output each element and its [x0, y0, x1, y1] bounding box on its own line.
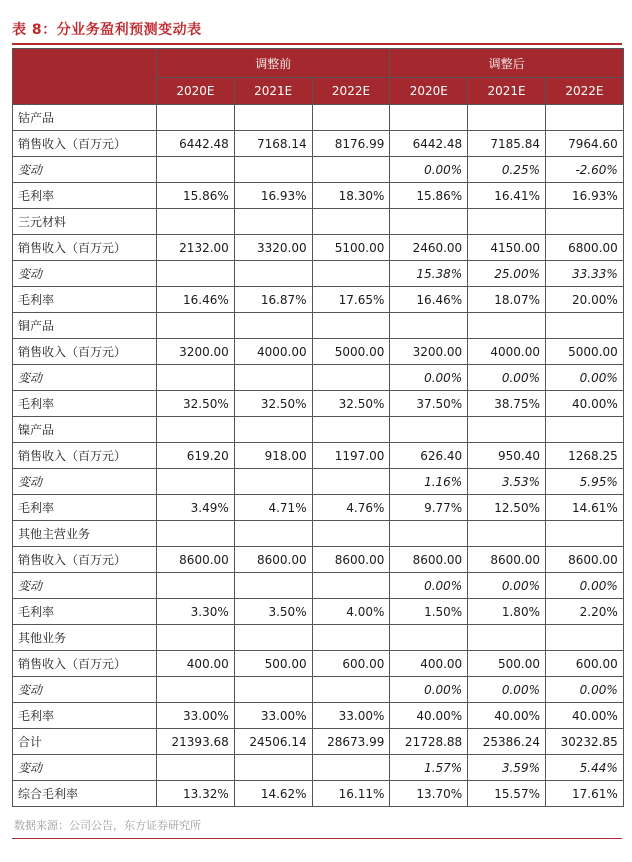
table-cell	[312, 105, 390, 131]
table-row	[13, 521, 624, 547]
table-cell	[390, 625, 468, 651]
table-cell: 21728.88	[390, 729, 468, 755]
table-cell: 40.00%	[545, 703, 623, 729]
forecast-change-table	[12, 48, 624, 807]
table-cell	[157, 755, 235, 781]
table-row	[13, 599, 624, 625]
table-cell: 38.75%	[468, 391, 546, 417]
table-cell	[157, 157, 235, 183]
table-cell: 1.50%	[390, 599, 468, 625]
row-label: 销售收入（百万元）	[13, 131, 157, 157]
table-cell	[234, 417, 312, 443]
table-cell: 15.86%	[157, 183, 235, 209]
table-cell	[545, 417, 623, 443]
table-row	[13, 105, 624, 131]
table-cell: 16.41%	[468, 183, 546, 209]
table-cell	[157, 261, 235, 287]
table-cell: 1268.25	[545, 443, 623, 469]
row-label: 变动	[13, 261, 157, 287]
row-label: 其他业务	[13, 625, 157, 651]
table-cell: 28673.99	[312, 729, 390, 755]
table-cell: 8600.00	[312, 547, 390, 573]
header-year: 2021E	[468, 78, 546, 105]
table-cell	[157, 365, 235, 391]
title-divider	[12, 43, 622, 45]
table-cell: 2.20%	[545, 599, 623, 625]
row-label: 销售收入（百万元）	[13, 443, 157, 469]
table-cell: 3200.00	[390, 339, 468, 365]
table-cell	[234, 755, 312, 781]
row-label: 销售收入（百万元）	[13, 547, 157, 573]
table-cell	[234, 573, 312, 599]
table-cell: 15.86%	[390, 183, 468, 209]
table-cell	[312, 677, 390, 703]
table-cell	[312, 573, 390, 599]
table-cell: 918.00	[234, 443, 312, 469]
table-cell: 16.87%	[234, 287, 312, 313]
table-cell: 0.00%	[390, 573, 468, 599]
table-cell: 8600.00	[390, 547, 468, 573]
table-cell	[157, 469, 235, 495]
table-cell: 0.00%	[545, 365, 623, 391]
table-cell: 8176.99	[312, 131, 390, 157]
table-cell: 40.00%	[390, 703, 468, 729]
table-cell	[157, 573, 235, 599]
table-cell: 1.57%	[390, 755, 468, 781]
table-cell: 7168.14	[234, 131, 312, 157]
table-cell: 4000.00	[234, 339, 312, 365]
table-cell: 0.00%	[390, 157, 468, 183]
header-year: 2020E	[157, 78, 235, 105]
table-row	[13, 625, 624, 651]
table-cell: 16.93%	[234, 183, 312, 209]
table-cell: 5000.00	[545, 339, 623, 365]
table-cell: 0.00%	[468, 677, 546, 703]
row-label: 变动	[13, 755, 157, 781]
table-title: 表 8：分业务盈利预测变动表	[12, 22, 202, 38]
table-cell: 8600.00	[468, 547, 546, 573]
table-cell: 4000.00	[468, 339, 546, 365]
table-cell: 16.46%	[157, 287, 235, 313]
table-row	[13, 703, 624, 729]
table-cell: 33.00%	[157, 703, 235, 729]
table-row	[13, 573, 624, 599]
table-cell: 17.65%	[312, 287, 390, 313]
table-cell	[234, 677, 312, 703]
table-cell: 37.50%	[390, 391, 468, 417]
table-cell: 8600.00	[545, 547, 623, 573]
table-cell: 25386.24	[468, 729, 546, 755]
data-source-note: 数据来源：公司公告，东方证券研究所	[14, 819, 201, 832]
table-cell: 32.50%	[234, 391, 312, 417]
table-cell: 30232.85	[545, 729, 623, 755]
table-cell	[312, 261, 390, 287]
table-row	[13, 339, 624, 365]
table-cell: 0.00%	[468, 573, 546, 599]
table-cell	[312, 625, 390, 651]
table-row	[13, 755, 624, 781]
row-label: 变动	[13, 365, 157, 391]
table-cell: 0.00%	[390, 365, 468, 391]
table-cell: 619.20	[157, 443, 235, 469]
row-label: 毛利率	[13, 391, 157, 417]
table-cell	[234, 313, 312, 339]
table-cell	[390, 313, 468, 339]
table-row	[13, 313, 624, 339]
table-cell: 20.00%	[545, 287, 623, 313]
table-cell: 6800.00	[545, 235, 623, 261]
table-cell: 16.93%	[545, 183, 623, 209]
table-cell	[390, 209, 468, 235]
table-cell: 33.00%	[234, 703, 312, 729]
header-year: 2021E	[234, 78, 312, 105]
table-cell: 3.30%	[157, 599, 235, 625]
table-cell: 5.95%	[545, 469, 623, 495]
header-group-after: 调整后	[390, 49, 623, 78]
table-cell	[157, 677, 235, 703]
table-cell: 0.25%	[468, 157, 546, 183]
table-cell	[234, 209, 312, 235]
table-cell: 2460.00	[390, 235, 468, 261]
table-row	[13, 183, 624, 209]
table-cell: 0.00%	[390, 677, 468, 703]
row-label: 变动	[13, 469, 157, 495]
row-label: 铜产品	[13, 313, 157, 339]
table-cell: 6442.48	[390, 131, 468, 157]
table-cell	[234, 105, 312, 131]
table-cell	[312, 469, 390, 495]
table-cell: 16.11%	[312, 781, 390, 807]
table-cell: 33.00%	[312, 703, 390, 729]
table-cell: 4.76%	[312, 495, 390, 521]
table-body	[13, 105, 624, 807]
table-cell	[312, 417, 390, 443]
table-cell	[234, 469, 312, 495]
table-cell: 13.32%	[157, 781, 235, 807]
table-cell: 5000.00	[312, 339, 390, 365]
row-label: 综合毛利率	[13, 781, 157, 807]
table-cell: 7964.60	[545, 131, 623, 157]
header-year: 2022E	[312, 78, 390, 105]
row-label: 毛利率	[13, 599, 157, 625]
table-cell	[157, 209, 235, 235]
table-cell: 5100.00	[312, 235, 390, 261]
table-cell: 25.00%	[468, 261, 546, 287]
table-cell	[157, 625, 235, 651]
table-row	[13, 287, 624, 313]
table-row	[13, 365, 624, 391]
header-group-row	[13, 49, 624, 78]
table-row	[13, 417, 624, 443]
table-cell	[390, 105, 468, 131]
table-cell: 500.00	[234, 651, 312, 677]
table-cell: -2.60%	[545, 157, 623, 183]
table-cell: 626.40	[390, 443, 468, 469]
table-row	[13, 235, 624, 261]
table-cell	[234, 261, 312, 287]
header-year: 2020E	[390, 78, 468, 105]
table-cell	[545, 313, 623, 339]
table-cell: 6442.48	[157, 131, 235, 157]
table-cell: 33.33%	[545, 261, 623, 287]
row-label: 镍产品	[13, 417, 157, 443]
table-cell: 3.59%	[468, 755, 546, 781]
table-cell	[312, 157, 390, 183]
table-cell: 3.53%	[468, 469, 546, 495]
table-cell: 4.00%	[312, 599, 390, 625]
header-group-before: 调整前	[157, 49, 390, 78]
table-cell: 24506.14	[234, 729, 312, 755]
table-cell: 18.07%	[468, 287, 546, 313]
table-row	[13, 209, 624, 235]
table-cell	[468, 625, 546, 651]
table-row	[13, 677, 624, 703]
row-label: 合计	[13, 729, 157, 755]
table-cell: 15.57%	[468, 781, 546, 807]
table-row	[13, 651, 624, 677]
table-cell: 14.61%	[545, 495, 623, 521]
header-year: 2022E	[545, 78, 623, 105]
table-cell: 17.61%	[545, 781, 623, 807]
table-cell: 14.62%	[234, 781, 312, 807]
table-cell: 4.71%	[234, 495, 312, 521]
table-header	[13, 49, 624, 105]
table-cell	[390, 417, 468, 443]
table-cell: 500.00	[468, 651, 546, 677]
table-cell	[157, 105, 235, 131]
table-cell	[312, 521, 390, 547]
row-label: 钴产品	[13, 105, 157, 131]
row-label: 其他主营业务	[13, 521, 157, 547]
row-label: 销售收入（百万元）	[13, 235, 157, 261]
row-label: 三元材料	[13, 209, 157, 235]
table-cell: 21393.68	[157, 729, 235, 755]
table-cell	[468, 417, 546, 443]
table-cell: 400.00	[157, 651, 235, 677]
table-row	[13, 729, 624, 755]
table-cell: 1.16%	[390, 469, 468, 495]
table-cell	[390, 521, 468, 547]
table-row	[13, 131, 624, 157]
table-cell	[468, 105, 546, 131]
table-cell: 18.30%	[312, 183, 390, 209]
table-cell: 600.00	[545, 651, 623, 677]
header-corner-cell	[13, 49, 157, 105]
table-cell: 400.00	[390, 651, 468, 677]
table-cell	[545, 521, 623, 547]
table-cell: 0.00%	[468, 365, 546, 391]
table-cell: 2132.00	[157, 235, 235, 261]
table-row	[13, 469, 624, 495]
table-cell	[545, 209, 623, 235]
table-cell: 3.50%	[234, 599, 312, 625]
table-cell	[157, 521, 235, 547]
table-cell: 0.00%	[545, 573, 623, 599]
table-cell	[545, 105, 623, 131]
table-cell: 4150.00	[468, 235, 546, 261]
row-label: 毛利率	[13, 287, 157, 313]
table-cell: 0.00%	[545, 677, 623, 703]
table-cell: 8600.00	[234, 547, 312, 573]
table-row	[13, 781, 624, 807]
table-row	[13, 391, 624, 417]
table-cell: 15.38%	[390, 261, 468, 287]
row-label: 销售收入（百万元）	[13, 339, 157, 365]
table-cell	[468, 209, 546, 235]
table-cell	[157, 417, 235, 443]
row-label: 变动	[13, 677, 157, 703]
row-label: 变动	[13, 573, 157, 599]
table-cell: 950.40	[468, 443, 546, 469]
table-cell: 32.50%	[157, 391, 235, 417]
table-cell	[234, 365, 312, 391]
table-cell: 7185.84	[468, 131, 546, 157]
table-cell: 8600.00	[157, 547, 235, 573]
table-cell	[157, 313, 235, 339]
table-cell	[545, 625, 623, 651]
table-cell: 1.80%	[468, 599, 546, 625]
table-cell	[234, 157, 312, 183]
row-label: 变动	[13, 157, 157, 183]
table-cell: 12.50%	[468, 495, 546, 521]
table-cell: 40.00%	[468, 703, 546, 729]
table-cell	[234, 625, 312, 651]
table-row	[13, 261, 624, 287]
table-cell: 5.44%	[545, 755, 623, 781]
table-cell	[468, 313, 546, 339]
table-cell	[312, 755, 390, 781]
table-cell	[312, 313, 390, 339]
table-row	[13, 157, 624, 183]
table-cell: 13.70%	[390, 781, 468, 807]
row-label: 毛利率	[13, 703, 157, 729]
table-cell: 600.00	[312, 651, 390, 677]
table-cell	[468, 521, 546, 547]
table-cell	[312, 209, 390, 235]
bottom-divider	[12, 838, 622, 839]
row-label: 毛利率	[13, 495, 157, 521]
table-row	[13, 443, 624, 469]
table-cell: 1197.00	[312, 443, 390, 469]
table-cell: 3320.00	[234, 235, 312, 261]
table-cell: 3.49%	[157, 495, 235, 521]
table-cell	[234, 521, 312, 547]
row-label: 销售收入（百万元）	[13, 651, 157, 677]
table-cell: 16.46%	[390, 287, 468, 313]
table-cell: 40.00%	[545, 391, 623, 417]
row-label: 毛利率	[13, 183, 157, 209]
table-cell: 9.77%	[390, 495, 468, 521]
table-row	[13, 547, 624, 573]
table-row	[13, 495, 624, 521]
table-cell: 3200.00	[157, 339, 235, 365]
table-cell	[312, 365, 390, 391]
table-cell: 32.50%	[312, 391, 390, 417]
